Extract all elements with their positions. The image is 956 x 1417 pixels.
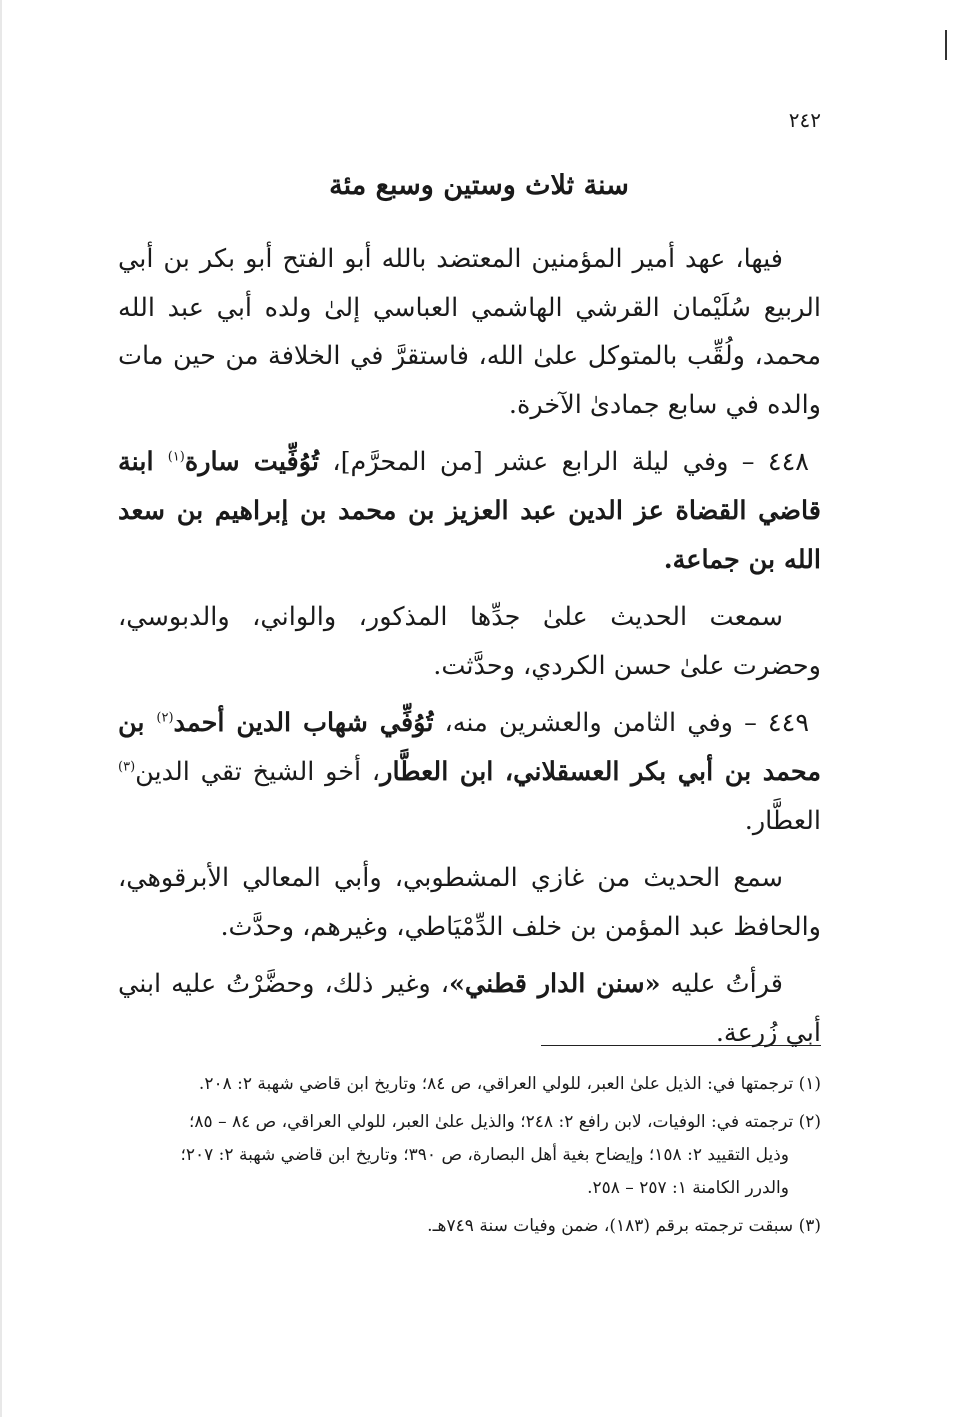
footnote-separator: [541, 1045, 821, 1046]
entry-449-reading-pre: قرأتُ عليه: [660, 969, 783, 1000]
entry-448-heading: [118, 438, 821, 584]
intro-paragraph: فيها، عهد أمير المؤمنين المعتضد بالله أبو الفتح أبو بكر بن أبي الربيع سُلَيْمان القرشي الهاشمي العباسي إلىٰ ولده أبي عبد الله محمد، ولُقِّب بالمتوكل علىٰ الله، فاستقرَّ في الخلافة من حين مات والده في سابع جمادىٰ الآخرة.: [118, 244, 821, 420]
entry-449-brother-end: العطَّار.: [744, 805, 821, 836]
body-text: [118, 235, 821, 1067]
page-edge-mark: [945, 30, 947, 60]
entry-449-died: تُوُفِّي شهاب الدين أحمد: [173, 708, 434, 739]
footnote-1: (١) ترجمتها في: الذيل علىٰ العبر، للولي العراقي، ص ٨٤؛ وتاريخ ابن قاضي شهبة ٢: ٢٠٨.: [198, 1074, 821, 1094]
footnote-3: (٣) سبقت ترجمته برقم (١٨٣)، ضمن وفيات سنة ٧٤٩هـ.: [427, 1216, 821, 1236]
footnote-ref-1[interactable]: (١): [167, 449, 185, 465]
entry-449-name: بن محمد بن أبي بكر العسقلاني، ابن العطَّار: [118, 708, 821, 787]
footnote-2-cont-1: وذيل التقييد ٢: ١٥٨؛ وإيضاح بغية أهل البصارة، ص ٣٩٠؛ وتاريخ ابن قاضي شهبة ٢: ٢٠٧؛: [180, 1145, 789, 1165]
entry-448-died: تُوُفِّيت سارة: [184, 447, 319, 478]
entry-448-bio: سمعت الحديث علىٰ جدِّها المذكور، والواني، والدبوسي، وحضرت علىٰ حسن الكردي، وحدَّثت.: [118, 602, 821, 681]
entry-448-name: ابنة قاضي القضاة عز الدين عبد العزيز بن محمد بن إبراهيم بن سعد الله بن جماعة.: [118, 447, 821, 575]
footnote-2: [118, 1106, 821, 1205]
entry-449-reading-post: ، وغير ذلك، وحضَّرْتُ عليه ابني أبي زُرعة.: [118, 969, 821, 1048]
entry-449-reading: [118, 960, 821, 1057]
entry-449-heading: [118, 699, 821, 845]
entry-449-brother: ، أخو الشيخ تقي الدين: [135, 756, 381, 787]
footnote-2-cont-2: والدرر الكامنة ١: ٢٥٧ – ٢٥٨.: [587, 1178, 789, 1198]
entry-449-reading-book: «سنن الدار قطني»: [448, 969, 661, 1000]
entry-448-lead: ٤٤٨ – وفي ليلة الرابع عشر [من المحرَّم]،: [319, 447, 809, 478]
footnote-2-text: (٢) ترجمته في: الوفيات، لابن رافع ٢: ٢٤٨؛ والذيل علىٰ العبر، للولي العراقي، ص ٨٤ – ٨٥؛: [189, 1112, 821, 1132]
chapter-title: سنة ثلاث وستين وسبع مئة: [329, 170, 629, 201]
page-number: ٢٤٢: [788, 108, 821, 132]
footnote-ref-3[interactable]: (٣): [118, 759, 136, 775]
footnote-ref-2[interactable]: (٢): [156, 710, 174, 726]
entry-449-bio: سمع الحديث من غازي المشطوبي، وأبي المعالي الأبرقوهي، والحافظ عبد المؤمن بن خلف الدِّمْيَاطي، وغيرهم، وحدَّث.: [118, 863, 821, 942]
footnotes: [118, 1068, 821, 1248]
entry-449-lead: ٤٤٩ – وفي الثامن والعشرين منه،: [433, 708, 810, 739]
